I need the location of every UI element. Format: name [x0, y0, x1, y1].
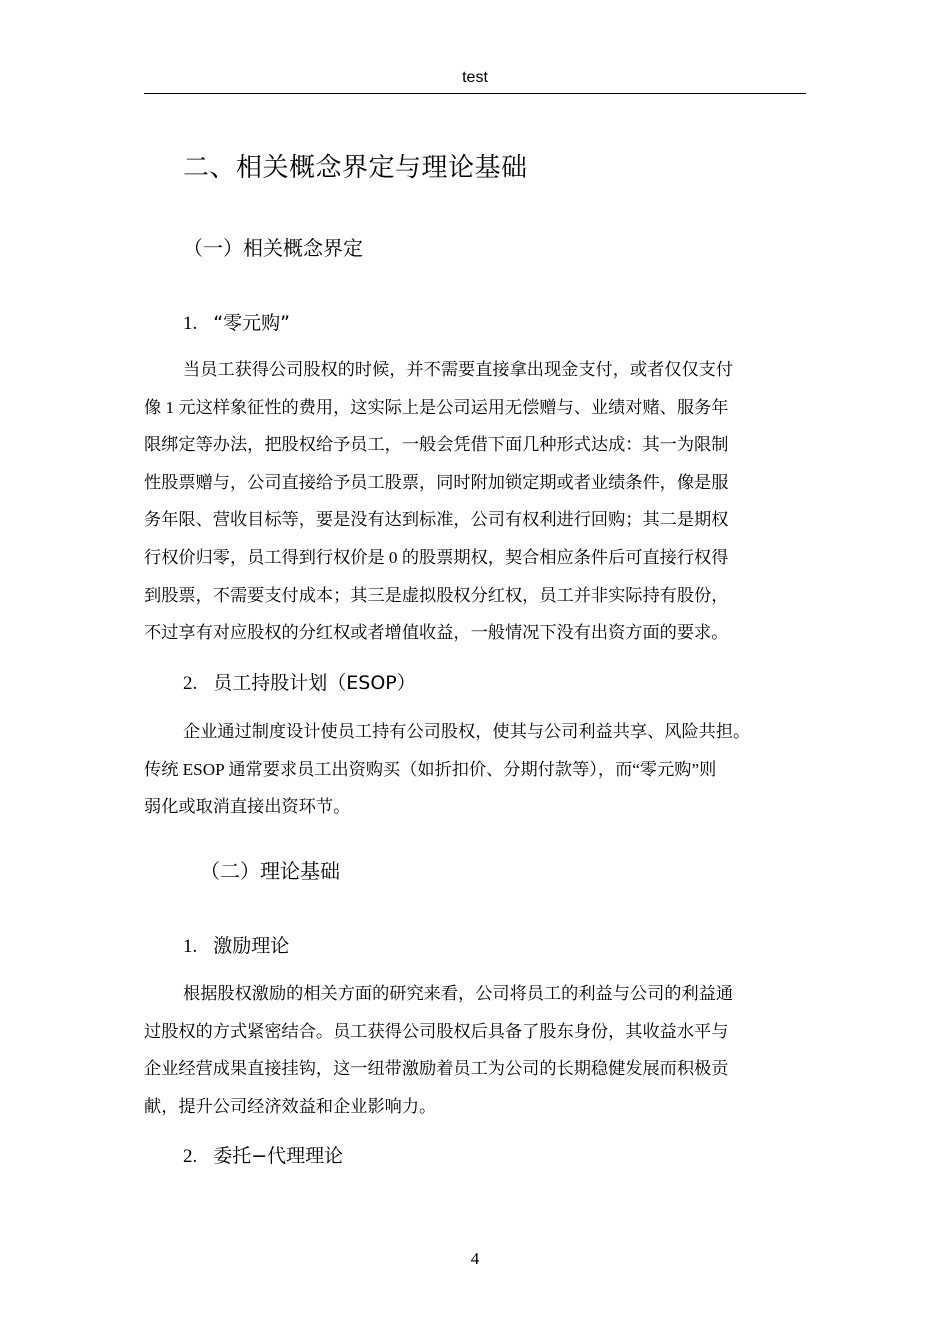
paragraph-line: 当员工获得公司股权的时候，并不需要直接拿出现金支付，或者仅仅支付	[183, 360, 734, 379]
paragraph-line: 务年限、营收目标等，要是没有达到标准，公司有权利进行回购；其二是期权	[144, 510, 729, 530]
paragraph-line: 像 1 元这样象征性的费用，这实际上是公司运用无偿赠与、业绩对赌、服务年	[144, 397, 729, 417]
paragraph-line: 企业经营成果直接挂钩，这一纽带激励着员工为公司的长期稳健发展而积极贡	[144, 1059, 729, 1079]
header-divider	[144, 93, 806, 94]
paragraph-incentive-theory	[144, 975, 808, 1125]
paragraph-line: 弱化或取消直接出资环节。	[144, 797, 351, 817]
paragraph-line: 献，提升公司经济效益和企业影响力。	[144, 1096, 437, 1116]
subheading-number: 1.	[183, 313, 198, 334]
section-heading-concepts: （一）相关概念界定	[183, 236, 363, 260]
section-heading-theory: （二）理论基础	[200, 859, 340, 883]
paragraph-line: 根据股权激励的相关方面的研究来看，公司将员工的利益与公司的利益通	[183, 984, 734, 1003]
subheading-number: 1.	[183, 936, 198, 957]
subheading-incentive-theory	[183, 931, 289, 958]
paragraph-line: 限绑定等办法，把股权给予员工，一般会凭借下面几种形式达成：其一为限制	[144, 435, 729, 455]
subheading-principal-agent-theory	[183, 1141, 343, 1168]
paragraph-line: 到股票，不需要支付成本；其三是虚拟股权分红权，员工并非实际持有股份，	[144, 585, 729, 605]
subheading-number: 2.	[183, 673, 198, 694]
paragraph-line: 不过享有对应股权的分红权或者增值收益，一般情况下没有出资方面的要求。	[144, 623, 729, 643]
subheading-title: “零元购”	[213, 312, 290, 334]
subheading-number: 2.	[183, 1146, 198, 1167]
page-number: 4	[470, 1249, 480, 1268]
paragraph-esop	[144, 713, 808, 826]
subheading-zero-yuan-purchase	[183, 308, 290, 335]
subheading-title: 激励理论	[213, 935, 290, 957]
subheading-title: 委托−代理理论	[213, 1145, 344, 1167]
page-header: test	[462, 69, 488, 86]
paragraph-line: 传统 ESOP 通常要求员工出资购买（如折扣价、分期付款等），而“零元购”则	[144, 759, 717, 779]
paragraph-line: 过股权的方式紧密结合。员工获得公司股权后具备了股东身份，其收益水平与	[144, 1021, 729, 1041]
subheading-title: 员工持股计划（ESOP）	[213, 672, 416, 694]
paragraph-line: 性股票赠与，公司直接给予员工股票，同时附加锁定期或者业绩条件，像是服	[144, 472, 729, 492]
chapter-title: 二、相关概念界定与理论基础	[183, 153, 528, 183]
paragraph-line: 行权价归零，员工得到行权价是 0 的股票期权，契合相应条件后可直接行权得	[144, 547, 729, 567]
paragraph-zero-yuan-purchase	[144, 351, 808, 652]
subheading-esop	[183, 668, 416, 695]
paragraph-line: 企业通过制度设计使员工持有公司股权，使其与公司利益共享、风险共担。	[183, 722, 751, 741]
